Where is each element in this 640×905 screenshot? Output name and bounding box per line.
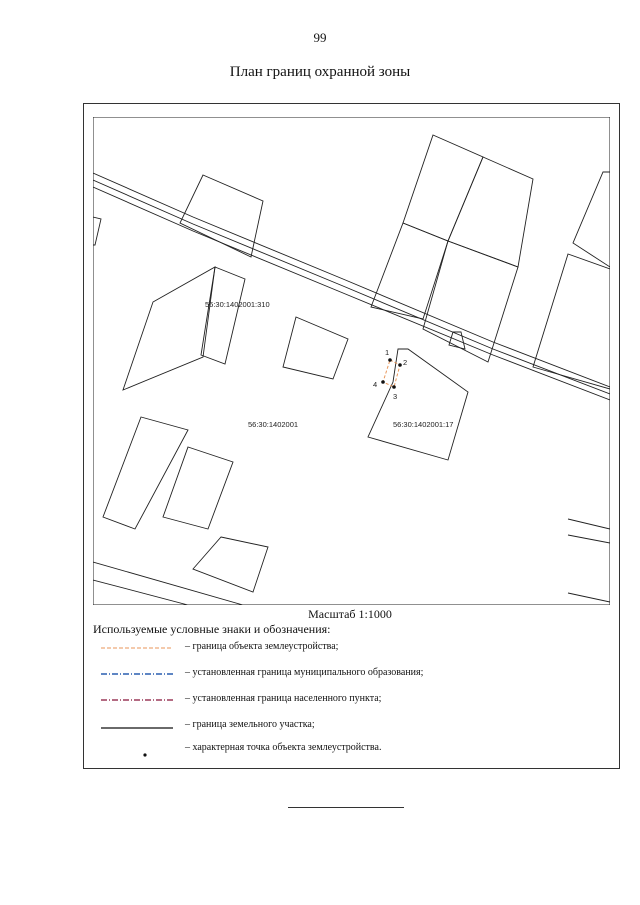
page-number: 99 — [313, 30, 327, 45]
black-dot-icon — [101, 741, 173, 757]
dash-dot-blue-line-icon — [101, 666, 173, 682]
legend-text-settlement-boundary: – установленная граница населенного пункта; — [185, 693, 382, 704]
quarter-label: 56:30:1402001 — [248, 420, 299, 429]
point-label-3: 3 — [393, 392, 398, 401]
legend-text-land-plot-boundary: – граница земельного участка; — [185, 719, 315, 730]
parcel-label-17: 56:30:1402001:17 — [393, 420, 454, 429]
footer-divider — [288, 807, 404, 808]
legend-item-characteristic-point — [93, 741, 613, 757]
point-2 — [398, 363, 402, 367]
dash-dot-red-line-icon — [101, 692, 173, 708]
parcel-label-310: 56:30:1402001:310 — [205, 300, 270, 309]
legend-item-land-plot-boundary — [93, 718, 613, 734]
legend-text-municipal-boundary: – установленная граница муниципального образования; — [185, 667, 424, 678]
legend-text-object-boundary: – граница объекта землеустройства; — [185, 641, 339, 652]
map-border — [93, 117, 610, 605]
point-label-1: 1 — [385, 348, 390, 357]
point-label-4: 4 — [373, 380, 378, 389]
legend-item-settlement-boundary — [93, 692, 613, 708]
page-title: План границ охранной зоны — [229, 64, 411, 80]
scale-label: Масштаб 1:1000 — [308, 607, 392, 621]
boundary-plan-map — [93, 117, 610, 605]
legend-item-municipal-boundary — [93, 666, 613, 682]
dashed-orange-line-icon — [101, 640, 173, 656]
legend-text-characteristic-point: – характерная точка объекта землеустройства. — [185, 742, 382, 753]
point-3 — [392, 385, 396, 389]
legend-item-object-boundary — [93, 640, 613, 656]
point-1 — [388, 358, 392, 362]
point-label-2: 2 — [403, 358, 408, 367]
solid-black-line-icon — [101, 718, 173, 734]
point-4 — [381, 380, 385, 384]
legend-title: Используемые условные знаки и обозначения: — [93, 622, 331, 636]
